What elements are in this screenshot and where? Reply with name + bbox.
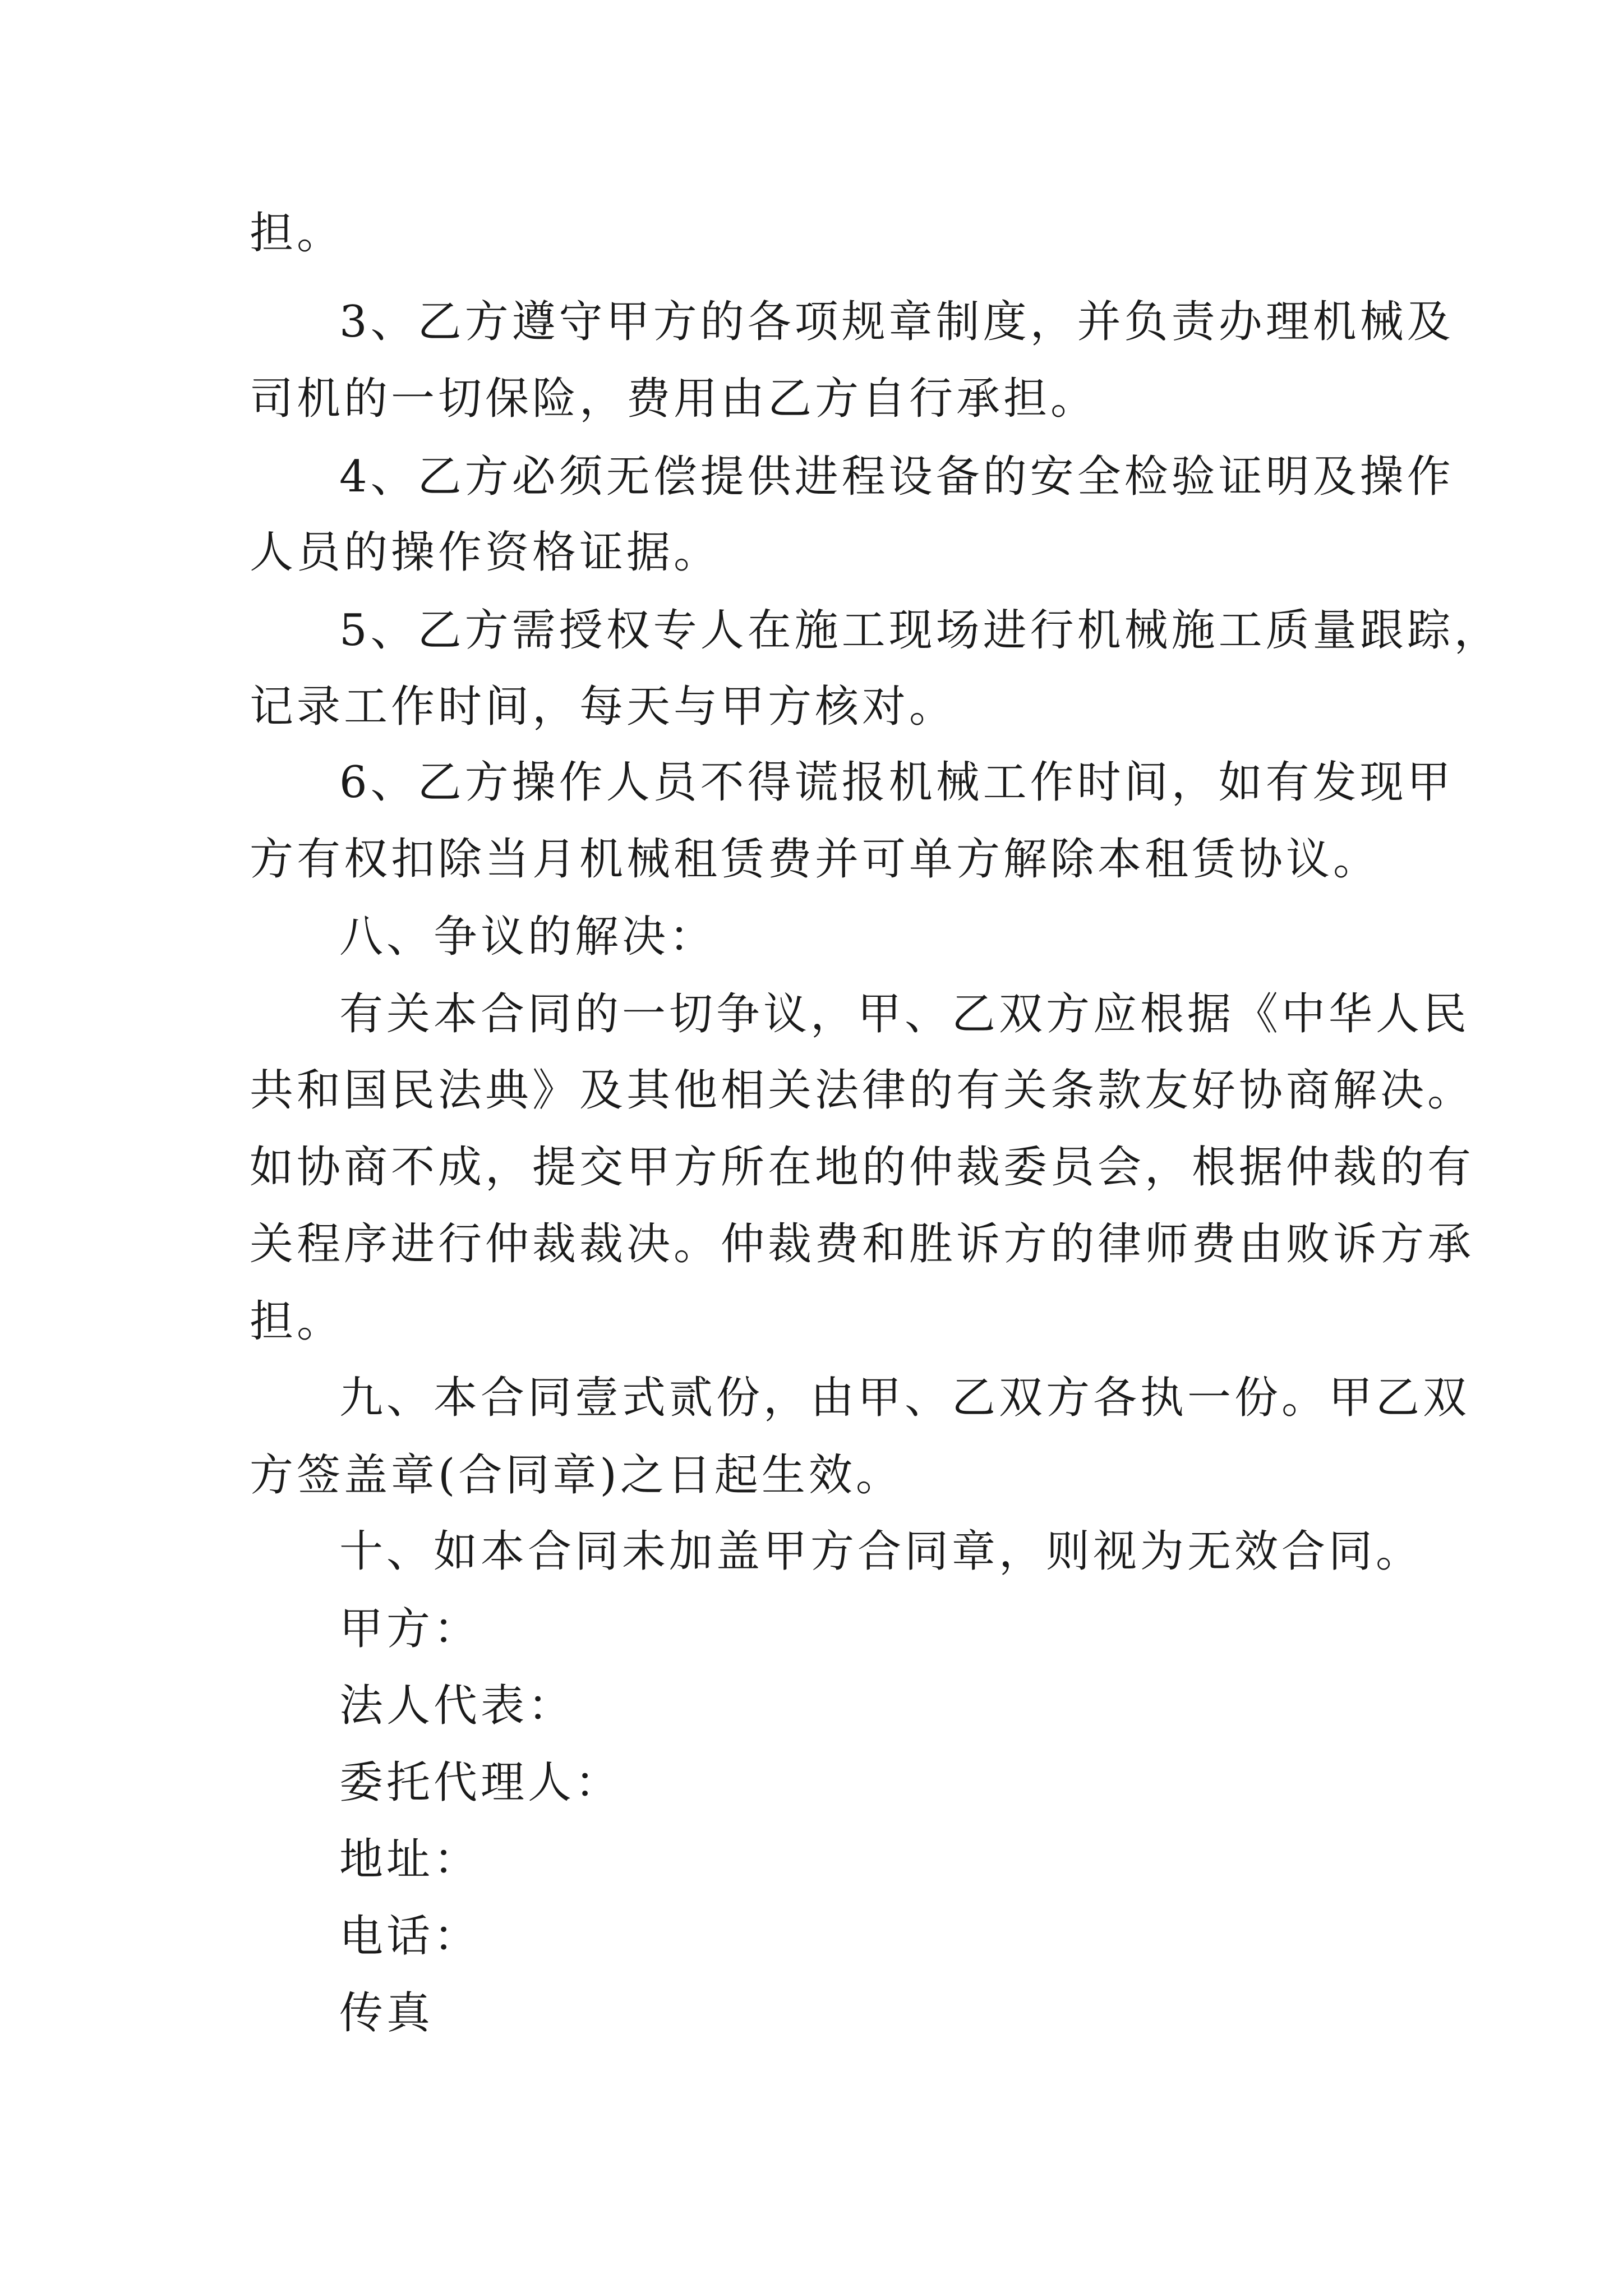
clause-3-line-2: 司机的一切保险，费用由乙方自行承担。 — [250, 374, 1098, 424]
clause-3-line-1: 3、乙方遵守甲方的各项规章制度，并负责办理机械及 — [339, 297, 1454, 347]
section-8-heading: 八、争议的解决： — [339, 912, 717, 962]
legal-representative-label: 法人代表： — [339, 1681, 575, 1731]
phone-label: 电话： — [339, 1911, 481, 1962]
section-10-line: 十、如本合同未加盖甲方合同章，则视为无效合同。 — [339, 1526, 1423, 1577]
clause-4-line-2: 人员的操作资格证据。 — [250, 527, 721, 578]
address-label: 地址： — [339, 1834, 481, 1885]
section-8-line-2: 共和国民法典》及其他相关法律的有关条款友好协商解决。 — [250, 1065, 1475, 1116]
section-8-line-4: 关程序进行仲裁裁决。仲裁费和胜诉方的律师费由败诉方承 — [250, 1219, 1475, 1269]
section-8-line-3: 如协商不成，提交甲方所在地的仲裁委员会，根据仲裁的有 — [250, 1142, 1475, 1193]
clause-5-line-2: 记录工作时间，每天与甲方核对。 — [250, 682, 957, 732]
section-9-line-1: 九、本合同壹式贰份，由甲、乙双方各执一份。甲乙双 — [339, 1373, 1470, 1423]
authorized-agent-label: 委托代理人： — [339, 1757, 623, 1808]
section-8-line-1: 有关本合同的一切争议，甲、乙双方应根据《中华人民 — [339, 989, 1470, 1039]
clause-4-line-1: 4、乙方必须无偿提供进程设备的安全检验证明及操作 — [339, 452, 1454, 502]
clause-5-line-1: 5、乙方需授权专人在施工现场进行机械施工质量跟踪， — [339, 605, 1501, 656]
section-8-line-5: 担。 — [250, 1296, 344, 1347]
section-9-line-2: 方签盖章(合同章)之日起生效。 — [250, 1450, 903, 1501]
clause-6-line-1: 6、乙方操作人员不得谎报机械工作时间，如有发现甲 — [339, 757, 1454, 808]
text-line: 担。 — [250, 208, 344, 259]
party-a-label: 甲方： — [339, 1604, 481, 1654]
fax-label: 传真 — [339, 1988, 434, 2039]
clause-6-line-2: 方有权扣除当月机械租赁费并可单方解除本租赁协议。 — [250, 834, 1381, 885]
